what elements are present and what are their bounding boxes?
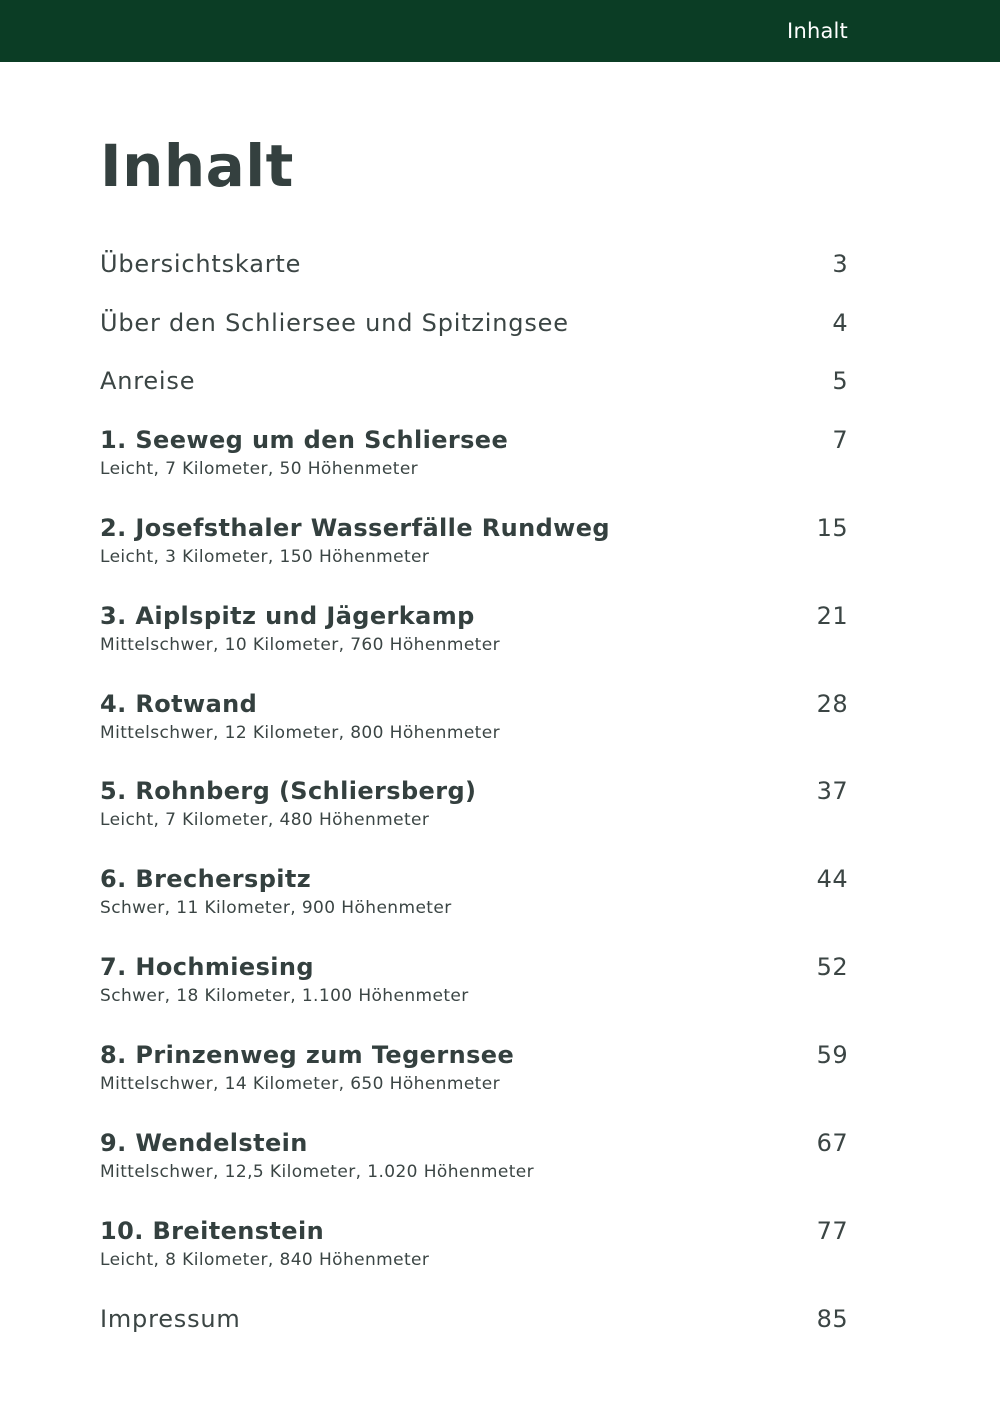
tour-details: Schwer, 18 Kilometer, 1.100 Höhenmeter xyxy=(100,986,469,1006)
tour-details: Leicht, 8 Kilometer, 840 Höhenmeter xyxy=(100,1250,430,1270)
toc-entry-page: 4 xyxy=(832,309,848,337)
toc-entry-page: 85 xyxy=(816,1305,848,1333)
tour-details: Mittelschwer, 12,5 Kilometer, 1.020 Höhenmeter xyxy=(100,1162,535,1182)
tour-title: 8. Prinzenweg zum Tegernsee xyxy=(100,1041,515,1069)
toc-entry-title: Übersichtskarte xyxy=(100,250,302,278)
section-label: Inhalt xyxy=(787,19,848,43)
tour-details: Leicht, 3 Kilometer, 150 Höhenmeter xyxy=(100,547,430,567)
tour-title: 1. Seeweg um den Schliersee xyxy=(100,426,509,454)
tour-page: 44 xyxy=(816,865,848,893)
tour-page: 28 xyxy=(816,690,848,718)
tour-title: 3. Aiplspitz und Jägerkamp xyxy=(100,602,475,630)
tour-page: 59 xyxy=(816,1041,848,1069)
tour-page: 52 xyxy=(816,953,848,981)
toc-entry-title: Über den Schliersee und Spitzingsee xyxy=(100,309,569,337)
tour-title: 4. Rotwand xyxy=(100,690,258,718)
tour-title: 10. Breitenstein xyxy=(100,1217,325,1245)
tour-page: 7 xyxy=(832,426,848,454)
tour-details: Schwer, 11 Kilometer, 900 Höhenmeter xyxy=(100,898,452,918)
tour-title: 6. Brecherspitz xyxy=(100,865,312,893)
tour-page: 15 xyxy=(816,514,848,542)
tour-page: 67 xyxy=(816,1129,848,1157)
toc-entry-title: Anreise xyxy=(100,367,196,395)
tour-details: Mittelschwer, 12 Kilometer, 800 Höhenmeter xyxy=(100,723,500,743)
tour-page: 37 xyxy=(816,777,848,805)
tour-title: 5. Rohnberg (Schliersberg) xyxy=(100,777,477,805)
tour-page: 77 xyxy=(816,1217,848,1245)
tour-title: 7. Hochmiesing xyxy=(100,953,314,981)
tour-details: Mittelschwer, 10 Kilometer, 760 Höhenmeter xyxy=(100,635,500,655)
page-title: Inhalt xyxy=(100,132,294,200)
toc-entry-page: 5 xyxy=(832,367,848,395)
tour-details: Leicht, 7 Kilometer, 50 Höhenmeter xyxy=(100,459,419,479)
tour-page: 21 xyxy=(816,602,848,630)
tour-title: 2. Josefsthaler Wasserfälle Rundweg xyxy=(100,514,611,542)
tour-title: 9. Wendelstein xyxy=(100,1129,308,1157)
table-of-contents xyxy=(100,0,848,1414)
tour-details: Leicht, 7 Kilometer, 480 Höhenmeter xyxy=(100,810,430,830)
toc-entry-title: Impressum xyxy=(100,1305,241,1333)
tour-details: Mittelschwer, 14 Kilometer, 650 Höhenmeter xyxy=(100,1074,500,1094)
toc-entry-page: 3 xyxy=(832,250,848,278)
